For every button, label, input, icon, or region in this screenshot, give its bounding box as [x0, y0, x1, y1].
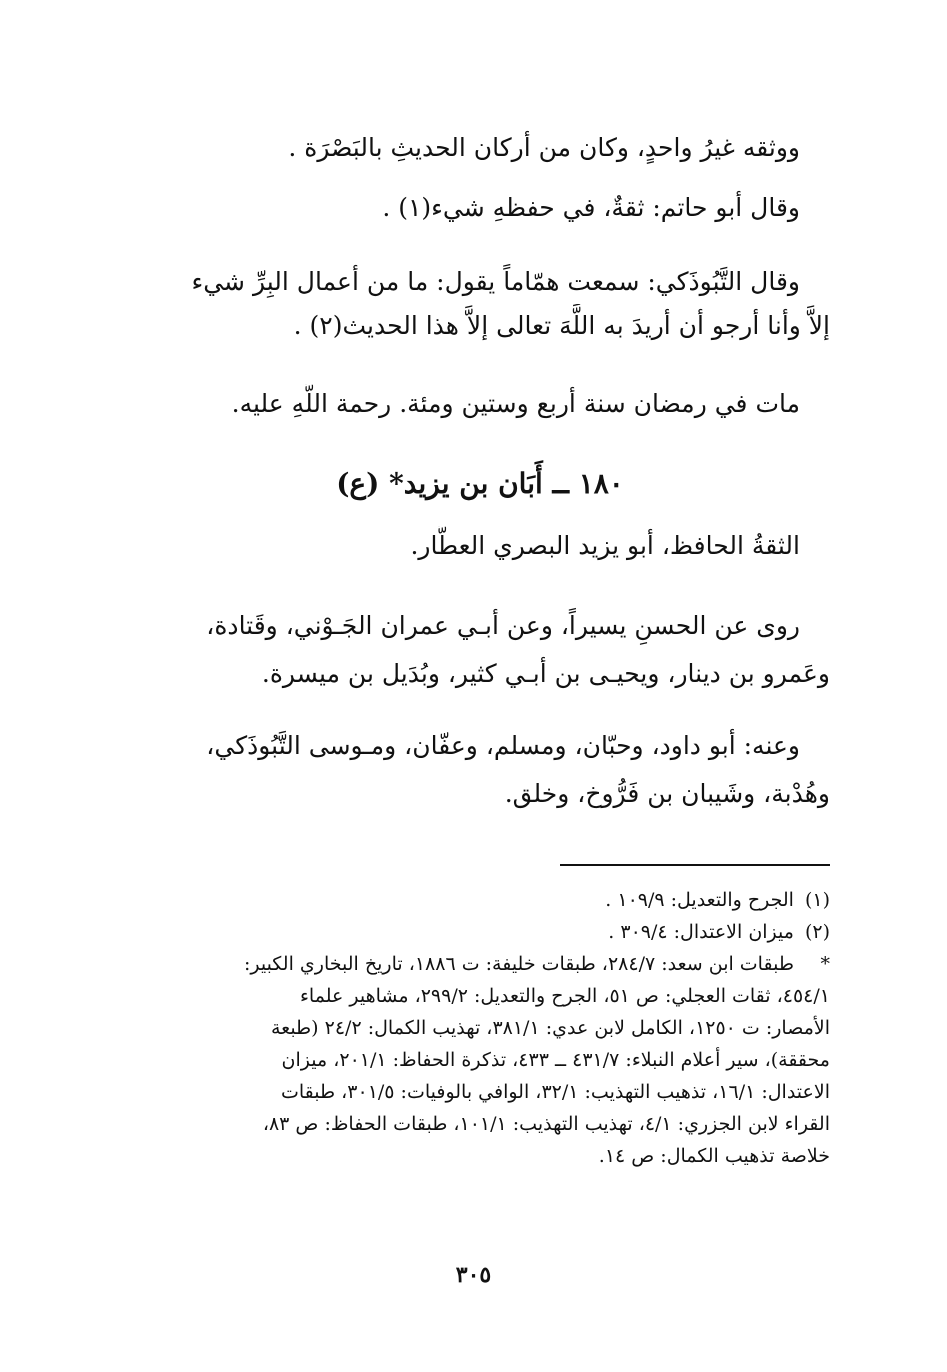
footnote-star: [130, 948, 830, 980]
footnote-text: الجرح والتعديل: ١٠٩/٩ .: [605, 889, 794, 911]
paragraph-abu-hatim: [130, 188, 830, 228]
text-line: مات في رمضان سنة أربع وستين ومئة. رحمة اللَّهِ عليه.: [231, 389, 800, 418]
footnote-star-line: خلاصة تذهيب الكمال: ص ١٤.: [598, 1145, 830, 1167]
footnote-marker: (١): [804, 889, 830, 911]
footnote-star-line: الاعتدال: ١٦/١، تذهيب التهذيب: ٣٢/١، الوافي بالوفيات: ٣٠١/٥، طبقات: [280, 1081, 830, 1103]
text-line: روى عن الحسنِ يسيراً، وعن أبـي عمران الجَـوْني، وقَتادة،: [206, 611, 800, 640]
footnote-1: [130, 884, 830, 916]
footnote-star-line: القراء لابن الجزري: ٤/١، تهذيب التهذيب: ١٠١/١، طبقات الحفاظ: ص ٨٣،: [262, 1113, 830, 1135]
footnotes: [130, 884, 830, 1172]
text-line: الثقةُ الحافظ، أبو يزيد البصري العطَّار.: [410, 531, 800, 560]
footnote-divider: [560, 864, 830, 866]
text-line: وقال التَّبُوذَكي: سمعت همّاماً يقول: ما من أعمال البِرِّ شيء: [191, 267, 800, 296]
text-line: وقال أبو حاتم: ثقةٌ، في حفظهِ شيء(١) .: [382, 193, 800, 222]
footnote-star-line: محققة)، سير أعلام النبلاء: ٤٣١/٧ ــ ٤٣٣، تذكرة الحفاظ: ٢٠١/١، ميزان: [281, 1049, 830, 1071]
paragraph-description: [130, 526, 830, 566]
paragraph-narrated-from: [130, 602, 830, 698]
footnote-text: ميزان الاعتدال: ٣٠٩/٤ .: [608, 921, 794, 943]
footnote-star-line: الأمصار: ت ١٢٥٠، الكامل لابن عدي: ٣٨١/١، تهذيب الكمال: ٢٤/٢ (طبعة: [270, 1017, 830, 1039]
text-line: وعنه: أبو داود، وحبّان، ومسلم، وعفّان، ومـوسى التَّبُوذَكي،: [206, 731, 800, 760]
entry-heading: ١٨٠ ــ أَبَان بن يزيد* (ع): [336, 467, 624, 500]
footnote-star-line: ٤٥٤/١، ثقات العجلي: ص ٥١، الجرح والتعديل: ٢٩٩/٢، مشاهير علماء: [300, 985, 830, 1007]
text-line: وهُدْبة، وشَيبان بن فَرُّوخ، وخلق.: [504, 779, 830, 808]
paragraph-narrators: [130, 722, 830, 818]
page-number: ٣٠٥: [455, 1262, 492, 1288]
footnote-marker: *: [820, 953, 830, 975]
footnote-marker: (٢): [804, 921, 830, 943]
footnote-text: طبقات ابن سعد: ٢٨٤/٧، طبقات خليفة: ت ١٨٨٦، تاريخ البخاري الكبير:: [243, 953, 794, 975]
paragraph-tabudhaki: [130, 260, 830, 348]
paragraph-death: [130, 384, 830, 424]
footnote-2: [130, 916, 830, 948]
paragraph-trust: [130, 128, 830, 168]
text-line: إلاَّ وأنا أرجو أن أريدَ به اللَّهَ تعالى إلاَّ هذا الحديث(٢) .: [293, 311, 830, 340]
text-line: وعَمرو بن دينار، ويحيـى بن أبـي كثير، وبُدَيل بن ميسرة.: [261, 659, 830, 688]
text-line: ووثقه غيرُ واحدٍ، وكان من أركان الحديثِ بالبَصْرَة .: [288, 133, 800, 162]
